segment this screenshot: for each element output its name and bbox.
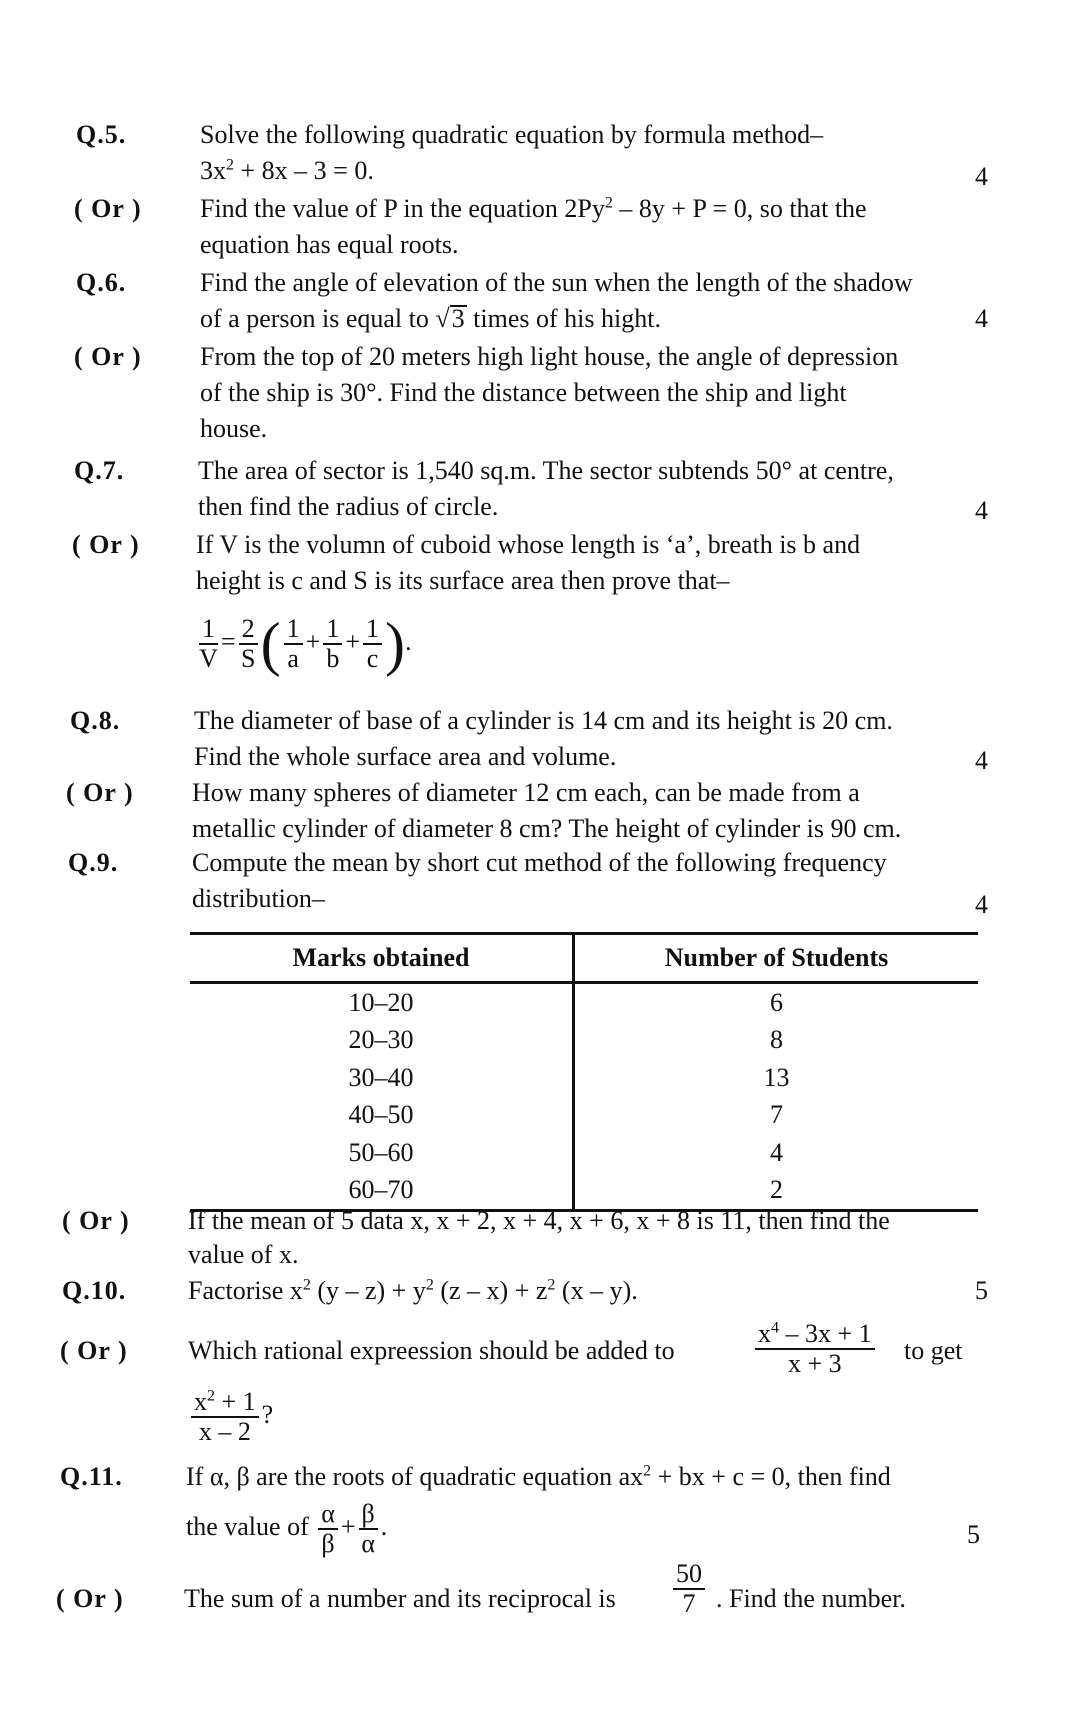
students-cell: 8 <box>770 1025 783 1055</box>
marks-cell: 10–20 <box>190 983 574 1022</box>
question-number: Q.9. <box>68 848 119 877</box>
question-text-line2: value of x. <box>188 1240 299 1269</box>
question-number: Q.10. <box>62 1276 127 1305</box>
marks: 5 <box>967 1520 980 1549</box>
question-text: Compute the mean by short cut method of the following frequency <box>192 848 887 877</box>
question-text: From the top of 20 meters high light house, the angle of depression <box>200 342 899 371</box>
question-text: The diameter of base of a cylinder is 14 cm and its height is 20 cm. <box>194 706 893 735</box>
students-cell: 7 <box>770 1100 783 1130</box>
table-row <box>190 1059 978 1097</box>
or-label: ( Or ) <box>74 194 142 223</box>
question-text: If α, β are the roots of quadratic equation $ax^2$ + bx + c = 0, then find <box>186 1462 891 1491</box>
fraction-expression: $\frac{x^4 - 3x + 1}{x + 3}$ <box>752 1320 878 1378</box>
question-text-line2: of a person is equal to √3 times of his hight. <box>200 304 661 333</box>
question-text-line2: Find the whole surface area and volume. <box>194 742 617 771</box>
question-text: If V is the volumn of cuboid whose length is ‘a’, breath is b and <box>196 530 861 559</box>
table-row <box>190 983 978 1022</box>
question-text: Which rational expreession should be added to <box>188 1336 675 1365</box>
question-text-line2: of the ship is 30°. Find the distance between the ship and light <box>200 378 847 407</box>
or-label: ( Or ) <box>62 1206 130 1235</box>
question-number: Q.6. <box>76 268 127 297</box>
column-header-marks: Marks obtained <box>190 934 574 983</box>
question-text: Factorise $x^2$ $(y - z) + y^2$ $(z - x) + z^2$ (x – y). <box>188 1276 638 1305</box>
marks: 4 <box>975 496 988 525</box>
question-text-line3: house. <box>200 414 268 443</box>
question-text: Find the value of P in the equation 2Py$^2$ – 8y + P = 0, so that the <box>200 194 867 223</box>
or-label: ( Or ) <box>60 1336 128 1365</box>
question-number: Q.5. <box>76 120 127 149</box>
formula: $\frac{1}{V}$ = $\frac{2}{S}$ ( $\frac{1}{a}$ + $\frac{1}{b}$ + $\frac{1}{c}$ ). <box>199 611 412 677</box>
or-label: ( Or ) <box>74 342 142 371</box>
marks-cell: 30–40 <box>190 1059 574 1097</box>
question-number: Q.7. <box>74 456 125 485</box>
frequency-table <box>190 932 978 1212</box>
marks: 4 <box>975 890 988 919</box>
marks: 5 <box>975 1276 988 1305</box>
question-text: The area of sector is 1,540 sq.m. The sector subtends 50° at centre, <box>198 456 894 485</box>
table-header-row <box>190 934 978 983</box>
question-text-line2: equation has equal roots. <box>200 230 459 259</box>
question-text: How many spheres of diameter 12 cm each, can be made from a <box>192 778 860 807</box>
question-text-line2: distribution– <box>192 884 325 913</box>
marks: 4 <box>975 304 988 333</box>
fraction-target: $\frac{x^2 + 1}{x - 2}$ ? <box>188 1388 273 1446</box>
students-cell: 6 <box>770 987 783 1017</box>
table-row <box>190 1022 978 1060</box>
question-text-tail: . Find the number. <box>716 1584 906 1613</box>
or-label: ( Or ) <box>66 778 134 807</box>
question-text-line2: the value of $\frac{\alpha}{\beta}$ + $\frac{\beta}{\alpha}$ . <box>186 1499 388 1558</box>
question-text-line2: metallic cylinder of diameter 8 cm? The height of cylinder is 90 cm. <box>192 814 902 843</box>
marks-cell: 60–70 <box>190 1172 574 1211</box>
question-text: Find the angle of elevation of the sun when the length of the shadow <box>200 268 913 297</box>
or-label: ( Or ) <box>56 1584 124 1613</box>
marks-cell: 50–60 <box>190 1134 574 1172</box>
question-text: Solve the following quadratic equation by formula method– <box>200 120 824 149</box>
table-row <box>190 1097 978 1135</box>
question-number: Q.11. <box>60 1462 123 1491</box>
question-number: Q.8. <box>70 706 121 735</box>
students-cell: 2 <box>574 1172 979 1211</box>
question-text-line2: height is c and S is its surface area then prove that– <box>196 566 730 595</box>
question-text: If the mean of 5 data x, x + 2, x + 4, x + 6, x + 8 is 11, then find the <box>188 1206 890 1235</box>
marks: 4 <box>975 746 988 775</box>
equation: $3x^2 + 8x - 3 = 0$. <box>200 156 374 185</box>
question-text: The sum of a number and its reciprocal is <box>184 1584 616 1613</box>
or-label: ( Or ) <box>72 530 140 559</box>
marks-cell: 40–50 <box>190 1097 574 1135</box>
marks: 4 <box>975 162 988 191</box>
column-header-students: Number of Students <box>574 934 979 983</box>
students-cell: 13 <box>763 1062 790 1092</box>
marks-cell: 20–30 <box>190 1022 574 1060</box>
table-row <box>190 1134 978 1172</box>
fraction-value: $\frac{50}{7}$ <box>670 1560 708 1618</box>
question-text-tail: to get <box>904 1336 963 1365</box>
students-cell: 4 <box>770 1137 783 1167</box>
question-text-line2: then find the radius of circle. <box>198 492 499 521</box>
